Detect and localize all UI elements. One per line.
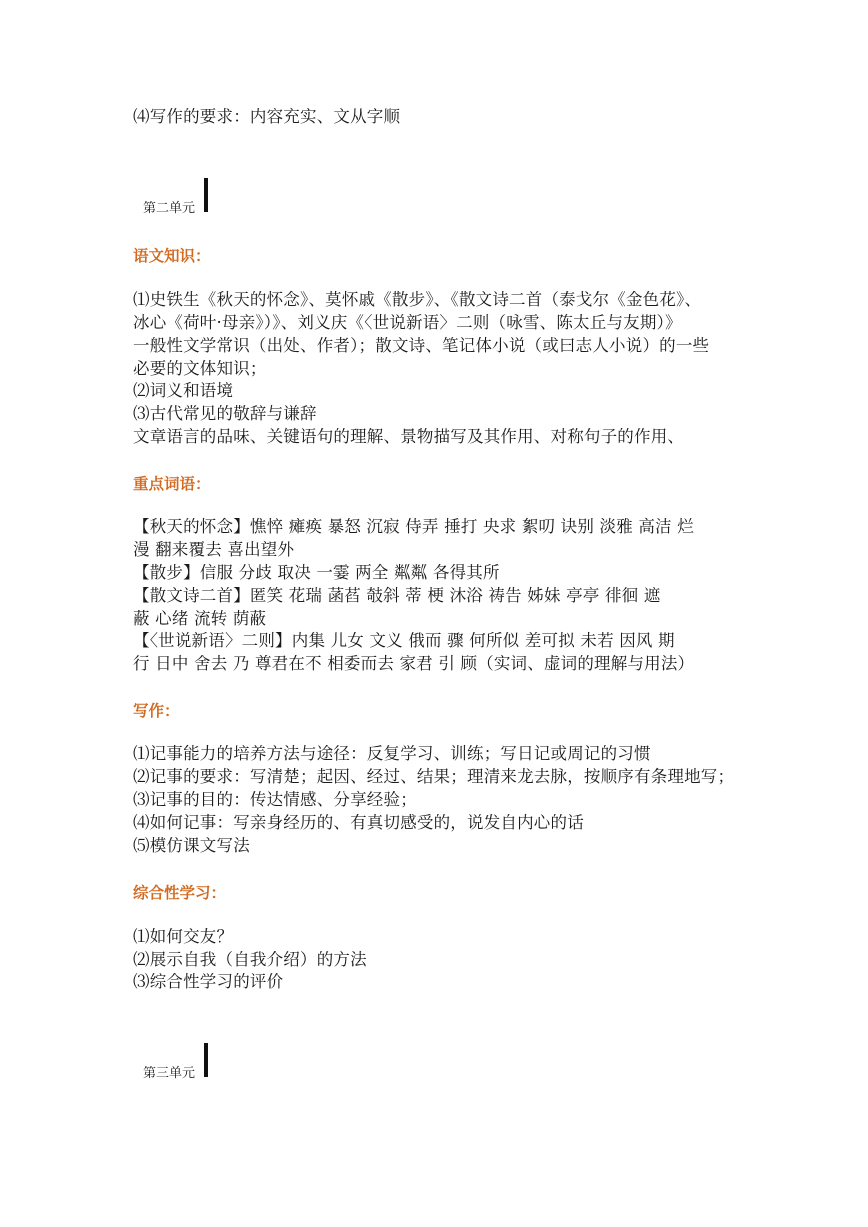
unit-2-title: 第二单元 [143, 201, 196, 216]
comprehensive-line: ⑴如何交友？ [133, 927, 234, 946]
section-heading-zonghe: 综合性学习： [133, 884, 227, 902]
yuwen-line: ⑶古代常见的敬辞与谦辞 [133, 404, 317, 423]
section-heading-yuwen: 语文知识： [133, 247, 211, 265]
writing-line: ⑵记事的要求：写清楚；起因、经过、结果；理清来龙去脉，按顺序有条理地写； [133, 767, 735, 786]
writing-line: ⑴记事能力的培养方法与途径：反复学习、训练；写日记或周记的习惯 [133, 744, 651, 763]
comprehensive-line: ⑶综合性学习的评价 [133, 972, 284, 991]
vocab-line: 【秋天的怀念】憔悴 瘫痪 暴怒 沉寂 侍弄 捶打 央求 絮叨 诀别 淡雅 高洁 烂 [133, 517, 694, 536]
vocab-line: 蔽 心绪 流转 荫蔽 [133, 609, 267, 628]
yuwen-line: 冰心《荷叶·母亲》）》、刘义庆《〈世说新语〉二则（咏雪、陈太丘与友期）》 [133, 313, 682, 332]
vocab-line: 【散文诗二首】匿笑 花瑞 菡萏 攲斜 蒂 梗 沐浴 祷告 姊妹 亭亭 徘徊 遮 [133, 586, 661, 605]
writing-line: ⑸模仿课文写法 [133, 836, 250, 855]
yuwen-line: ⑴史铁生《秋天的怀念》、莫怀戚《散步》、《散文诗二首（泰戈尔《金色花》、 [133, 290, 702, 309]
yuwen-line: ⑵词义和语境 [133, 381, 234, 400]
section-heading-zhongdian: 重点词语： [133, 475, 211, 493]
yuwen-line: 文章语言的品味、关键语句的理解、景物描写及其作用、对称句子的作用、 [133, 427, 685, 446]
yuwen-line: 必要的文体知识； [133, 359, 267, 378]
unit-3-title: 第三单元 [143, 1066, 196, 1081]
unit-2-marker [204, 178, 208, 212]
writing-line: ⑷如何记事：写亲身经历的、有真切感受的，说发自内心的话 [133, 813, 584, 832]
vocab-line: 【〈世说新语〉二则】内集 儿女 文义 俄而 骤 何所似 差可拟 未若 因风 期 [133, 631, 675, 650]
vocab-line: 行 日中 舍去 乃 尊君在不 相委而去 家君 引 顾（实词、虚词的理解与用法） [133, 654, 695, 673]
section-heading-xiezuo: 写作： [133, 702, 180, 720]
unit-3-marker [204, 1043, 208, 1077]
writing-line: ⑶记事的目的：传达情感、分享经验； [133, 790, 417, 809]
yuwen-line: 一般性文学常识（出处、作者）；散文诗、笔记体小说（或曰志人小说）的一些 [133, 336, 710, 355]
vocab-line: 【散步】信服 分歧 取决 一霎 两全 粼粼 各得其所 [133, 563, 500, 582]
writing-requirement-item: ⑷写作的要求：内容充实、文从字顺 [133, 107, 401, 126]
vocab-line: 漫 翻来覆去 喜出望外 [133, 540, 295, 559]
comprehensive-line: ⑵展示自我（自我介绍）的方法 [133, 950, 367, 969]
